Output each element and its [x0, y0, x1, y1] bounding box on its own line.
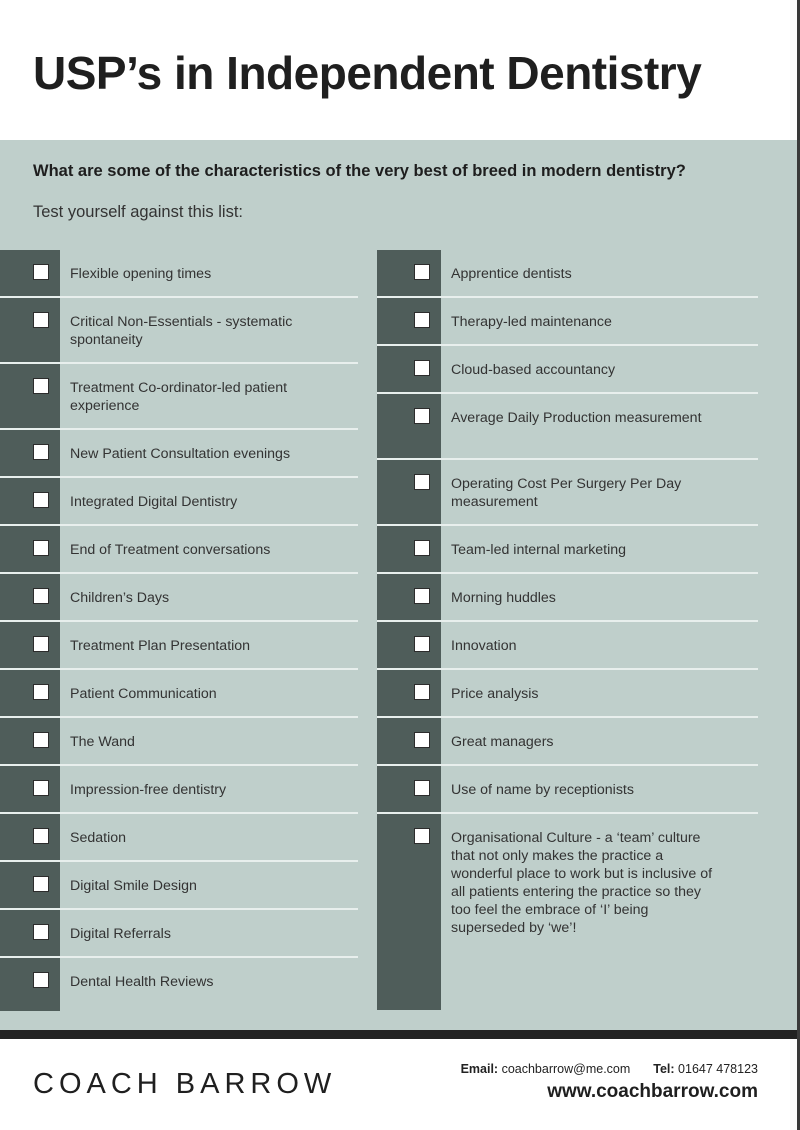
- checklist-item-label: Treatment Co-ordinator-led patient experience: [70, 380, 288, 414]
- checkbox[interactable]: [33, 588, 49, 604]
- checklist-item-label: Therapy-led maintenance: [451, 314, 612, 330]
- checkbox[interactable]: [414, 588, 430, 604]
- checkbox[interactable]: [33, 492, 49, 508]
- checkbox[interactable]: [414, 636, 430, 652]
- checklist-item-label: Treatment Plan Presentation: [70, 638, 251, 654]
- tel-label: Tel:: [653, 1062, 675, 1076]
- checklist-item: [377, 814, 758, 1010]
- checklist-item-label: End of Treatment conversations: [70, 542, 271, 558]
- checklist-item-label: Team-led internal marketing: [451, 542, 627, 558]
- checklist-item-label: Digital Referrals: [70, 926, 171, 942]
- checklist-item-label: Average Daily Production measurement: [451, 410, 702, 426]
- page-title: USP’s in Independent Dentistry: [33, 47, 702, 99]
- checklist-item: [0, 862, 358, 910]
- contact-line: [461, 1062, 758, 1076]
- checkbox[interactable]: [414, 732, 430, 748]
- checklist-item: [0, 250, 358, 298]
- checklist-item-label: Patient Communication: [70, 686, 217, 702]
- checklist-item-label: Sedation: [70, 830, 127, 846]
- checklist-item: [377, 460, 758, 526]
- checklist-left-column: [0, 250, 358, 1011]
- checklist-item-label: The Wand: [70, 734, 135, 750]
- checkbox[interactable]: [414, 312, 430, 328]
- checklist-item: [377, 298, 758, 346]
- checklist-item: [377, 574, 758, 622]
- intro-instruction: Test yourself against this list:: [33, 203, 244, 221]
- checklist-item-label: Impression-free dentistry: [70, 782, 227, 798]
- checklist-item: [0, 718, 358, 766]
- checkbox[interactable]: [414, 360, 430, 376]
- checklist-item: [377, 766, 758, 814]
- checklist-item: [0, 298, 358, 364]
- checkbox[interactable]: [33, 924, 49, 940]
- intro-question: What are some of the characteristics of the very best of breed in modern dentistry?: [33, 162, 686, 180]
- checklist-item: [0, 364, 358, 430]
- checklist-item-label: Organisational Culture - a ‘team’ culture that not only makes the practice a wonderful place to work but is inclusive of all patients entering the practice so they too feel the embrace of ‘I’ being superseded by ‘we’!: [451, 830, 713, 936]
- brand-logo: COACH BARROW: [33, 1068, 337, 1100]
- checkbox[interactable]: [414, 408, 430, 424]
- checklist-item: [0, 814, 358, 862]
- checklist-item: [377, 526, 758, 574]
- checklist-item-label: Cloud-based accountancy: [451, 362, 616, 378]
- checklist-item-label: Children’s Days: [70, 590, 170, 606]
- checklist-item-label: Flexible opening times: [70, 266, 212, 282]
- checklist-item: [377, 250, 758, 298]
- checklist-item: [377, 670, 758, 718]
- checkbox[interactable]: [33, 684, 49, 700]
- checklist-item: [377, 346, 758, 394]
- checklist-right-column: [377, 250, 758, 1010]
- checklist-item-label: Great managers: [451, 734, 554, 750]
- checkbox[interactable]: [414, 828, 430, 844]
- checklist-item-label: Morning huddles: [451, 590, 556, 606]
- checklist-item: [377, 718, 758, 766]
- checklist-item-label: Apprentice dentists: [451, 266, 572, 282]
- checkbox[interactable]: [33, 264, 49, 280]
- checklist-item-label: New Patient Consultation evenings: [70, 446, 291, 462]
- checklist-item-label: Dental Health Reviews: [70, 974, 214, 990]
- checkbox[interactable]: [33, 444, 49, 460]
- checkbox[interactable]: [414, 264, 430, 280]
- tel-number: 01647 478123: [678, 1062, 758, 1076]
- checklist-item-label: Innovation: [451, 638, 517, 654]
- website-link[interactable]: www.coachbarrow.com: [547, 1081, 758, 1102]
- checkbox[interactable]: [33, 732, 49, 748]
- checklist-item: [0, 478, 358, 526]
- checklist-item-label: Critical Non-Essentials - systematic spontaneity: [70, 314, 293, 348]
- checkbox[interactable]: [414, 684, 430, 700]
- email-label: Email:: [460, 1062, 499, 1076]
- checkbox[interactable]: [33, 828, 49, 844]
- checklist-item: [0, 958, 358, 1007]
- checklist-item: [0, 430, 358, 478]
- checkbox[interactable]: [33, 636, 49, 652]
- checkbox[interactable]: [414, 540, 430, 556]
- checkbox[interactable]: [414, 780, 430, 796]
- checklist-item: [0, 526, 358, 574]
- checklist-item: [0, 670, 358, 718]
- checklist-item: [0, 910, 358, 958]
- checklist-item: [377, 622, 758, 670]
- checklist-item: [0, 622, 358, 670]
- checkbox[interactable]: [33, 540, 49, 556]
- checklist-item: [377, 394, 758, 460]
- checkbox[interactable]: [33, 780, 49, 796]
- footer-rule: [0, 1030, 797, 1039]
- checklist-item: [0, 574, 358, 622]
- checklist-item-label: Operating Cost Per Surgery Per Day measurement: [451, 476, 682, 510]
- checklist-item-label: Integrated Digital Dentistry: [70, 494, 238, 510]
- checklist-item: [0, 766, 358, 814]
- checklist-item-label: Price analysis: [451, 686, 539, 702]
- checklist-item-label: Use of name by receptionists: [451, 782, 634, 798]
- email-address[interactable]: coachbarrow@me.com: [501, 1062, 631, 1076]
- checklist-item-label: Digital Smile Design: [70, 878, 197, 894]
- checkbox[interactable]: [33, 876, 49, 892]
- checkbox[interactable]: [414, 474, 430, 490]
- checkbox[interactable]: [33, 972, 49, 988]
- checkbox[interactable]: [33, 378, 49, 394]
- checkbox[interactable]: [33, 312, 49, 328]
